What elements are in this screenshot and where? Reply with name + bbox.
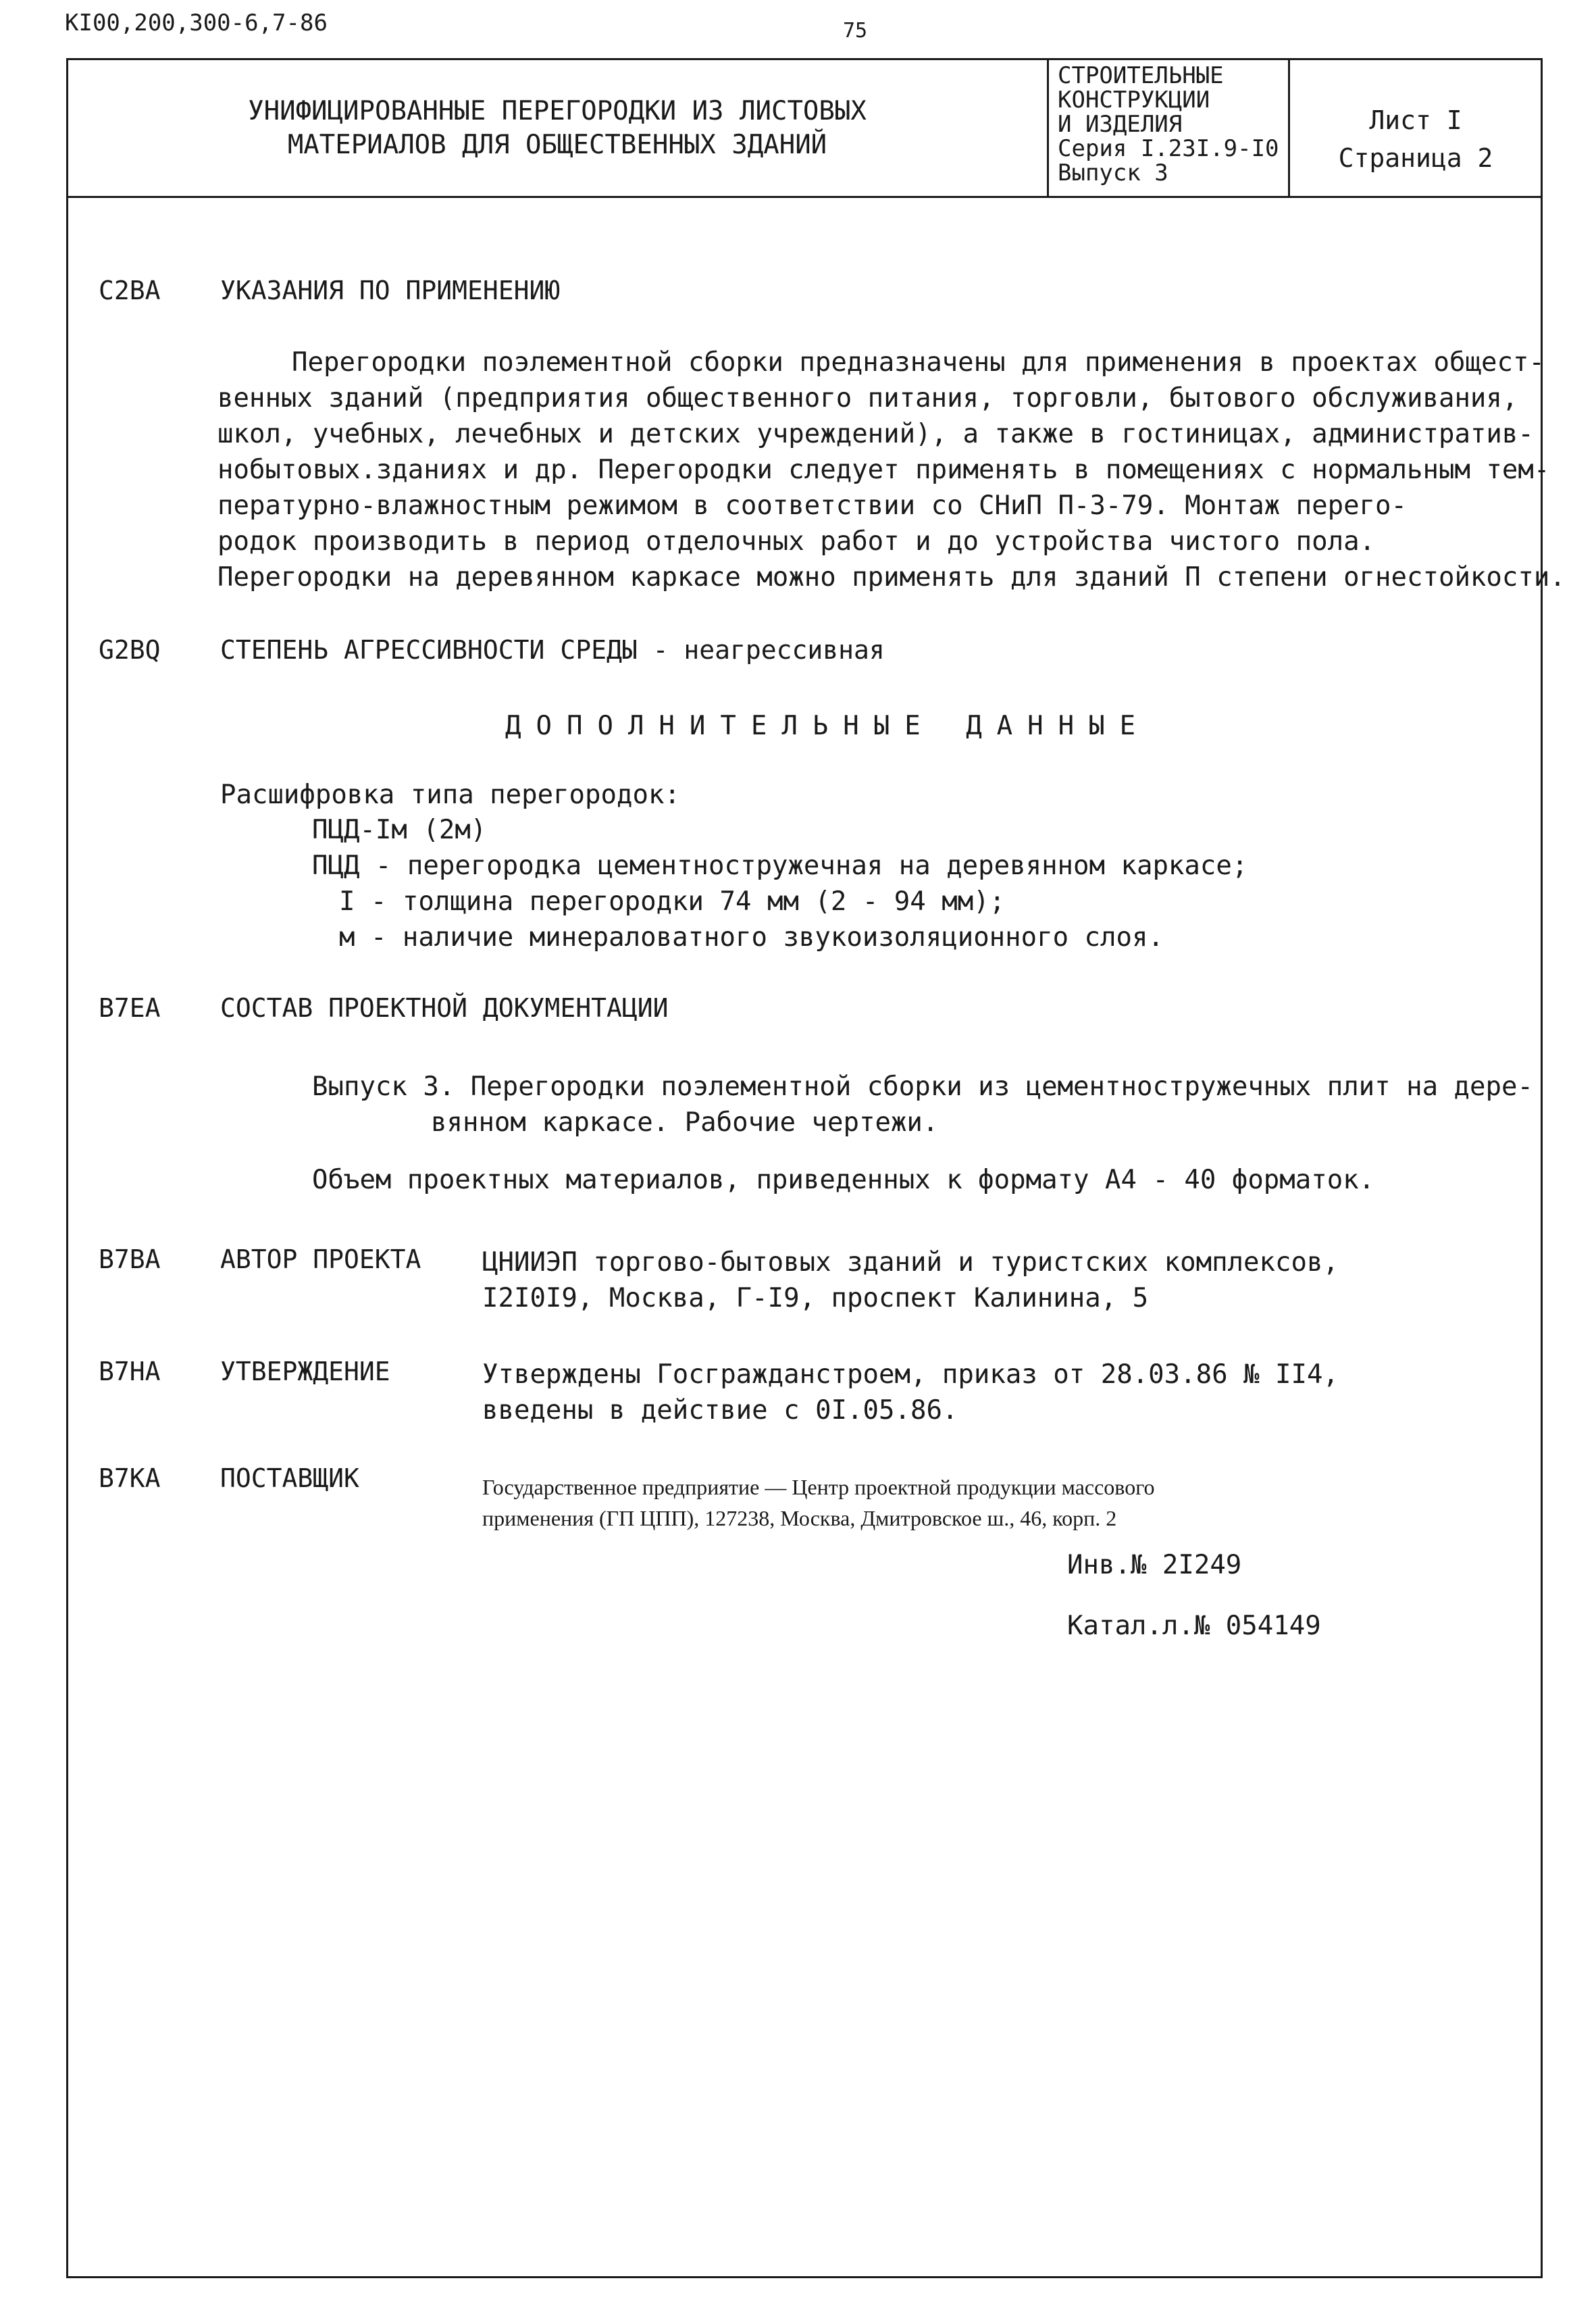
text-line: I - толщина перегородки 74 мм (2 - 94 мм); [339, 886, 1006, 917]
series-line: Серия I.23I.9-I0 [1058, 135, 1279, 162]
catalog-number: Катал.л.№ 054149 [1067, 1611, 1321, 1641]
text-line: Перегородки поэлементной сборки предназначены для применения в проектах общест- [292, 347, 1545, 378]
text-line: Выпуск 3. Перегородки поэлементной сборки из цементностружечных плит на дере- [312, 1072, 1533, 1102]
title-line: УНИФИЦИРОВАННЫЕ ПЕРЕГОРОДКИ ИЗ ЛИСТОВЫХ [248, 96, 867, 126]
document-code: КI00,200,300-6,7-86 [65, 9, 328, 36]
section-code: В7ЕА [99, 993, 161, 1023]
text-line: применения (ГП ЦПП), 127238, Москва, Дмитровское ш., 46, корп. 2 [482, 1506, 1117, 1530]
docs-paragraph [312, 1069, 1533, 1140]
sheet-number: Лист I [1369, 105, 1462, 135]
text-line: I2I0I9, Москва, Г-I9, проспект Калинина, 5 [482, 1283, 1149, 1313]
usage-paragraph [217, 345, 1566, 595]
section-code: С2ВА [99, 276, 161, 305]
section-title-aggression: СТЕПЕНЬ АГРЕССИВНОСТИ СРЕДЫ - неагрессивная [220, 635, 885, 665]
text-line: ПЦД - перегородка цементностружечная на деревянном каркасе; [312, 851, 1248, 881]
text-line: венных зданий (предприятия общественного питания, торговли, бытового обслуживания, [217, 383, 1518, 413]
section-code: В7КА [99, 1463, 161, 1493]
section-title-usage: УКАЗАНИЯ ПО ПРИМЕНЕНИЮ [220, 276, 561, 305]
text-line: Перегородки на деревянном каркасе можно применять для зданий П степени огнестойкости. [217, 562, 1566, 593]
page-label: Страница 2 [1338, 143, 1493, 173]
docs-volume: Объем проектных материалов, приведенных к формату А4 - 40 форматок. [312, 1165, 1375, 1195]
supplier-stamp [482, 1472, 1155, 1534]
text-line: ПЦД-Iм (2м) [312, 815, 487, 845]
document-title [81, 95, 1033, 162]
page-number: 75 [843, 19, 868, 43]
text-line: нобытовых.зданиях и др. Перегородки следует применять в помещениях с нормальным тем- [217, 455, 1550, 485]
author-text [482, 1244, 1339, 1316]
sheet-block [1293, 101, 1538, 177]
section-title-author: АВТОР ПРОЕКТА [220, 1244, 421, 1274]
series-line: КОНСТРУКЦИИ [1058, 86, 1210, 114]
header-divider-vertical [1047, 58, 1049, 197]
section-code: В7ВА [99, 1244, 161, 1274]
section-title-docs: СОСТАВ ПРОЕКТНОЙ ДОКУМЕНТАЦИИ [220, 993, 669, 1023]
extra-data-title: ДОПОЛНИТЕЛЬНЫЕ ДАННЫЕ [505, 711, 1151, 741]
title-line: МАТЕРИАЛОВ ДЛЯ ОБЩЕСТВЕННЫХ ЗДАНИЙ [287, 130, 827, 160]
inventory-number: Инв.№ 2I249 [1067, 1550, 1242, 1580]
header-divider [66, 196, 1543, 198]
text-line: ЦНИИЭП торгово-бытовых зданий и туристских комплексов, [482, 1247, 1339, 1278]
text-line: м - наличие минераловатного звукоизоляционного слоя. [339, 922, 1164, 953]
text-line: вянном каркасе. Рабочие чертежи. [431, 1107, 939, 1138]
type-decoding [312, 812, 1247, 955]
text-line: пературно-влажностным режимом в соответствии со СНиП П-3-79. Монтаж перего- [217, 491, 1407, 521]
header-divider-vertical [1288, 58, 1290, 197]
text-line: введены в действие с 0I.05.86. [482, 1395, 958, 1426]
series-line: СТРОИТЕЛЬНЫЕ [1058, 62, 1224, 89]
text-line: родок производить в период отделочных работ и до устройства чистого пола. [217, 526, 1376, 557]
text-line: Государственное предприятие — Центр проектной продукции массового [482, 1475, 1155, 1499]
approval-text [482, 1357, 1339, 1428]
series-line: Выпуск 3 [1058, 159, 1168, 186]
text-line: Утверждены Госгражданстроем, приказ от 28.03.86 № II4, [482, 1359, 1339, 1390]
extra-intro: Расшифровка типа перегородок: [220, 780, 680, 810]
section-code: G2BQ [99, 635, 161, 665]
series-line: И ИЗДЕЛИЯ [1058, 111, 1183, 138]
text-line: школ, учебных, лечебных и детских учреждений), а также в гостиницах, административ- [217, 419, 1534, 449]
series-block [1058, 64, 1287, 185]
section-title-supplier: ПОСТАВЩИК [220, 1463, 359, 1493]
section-title-approval: УТВЕРЖДЕНИЕ [220, 1357, 390, 1386]
section-code: В7НА [99, 1357, 161, 1386]
